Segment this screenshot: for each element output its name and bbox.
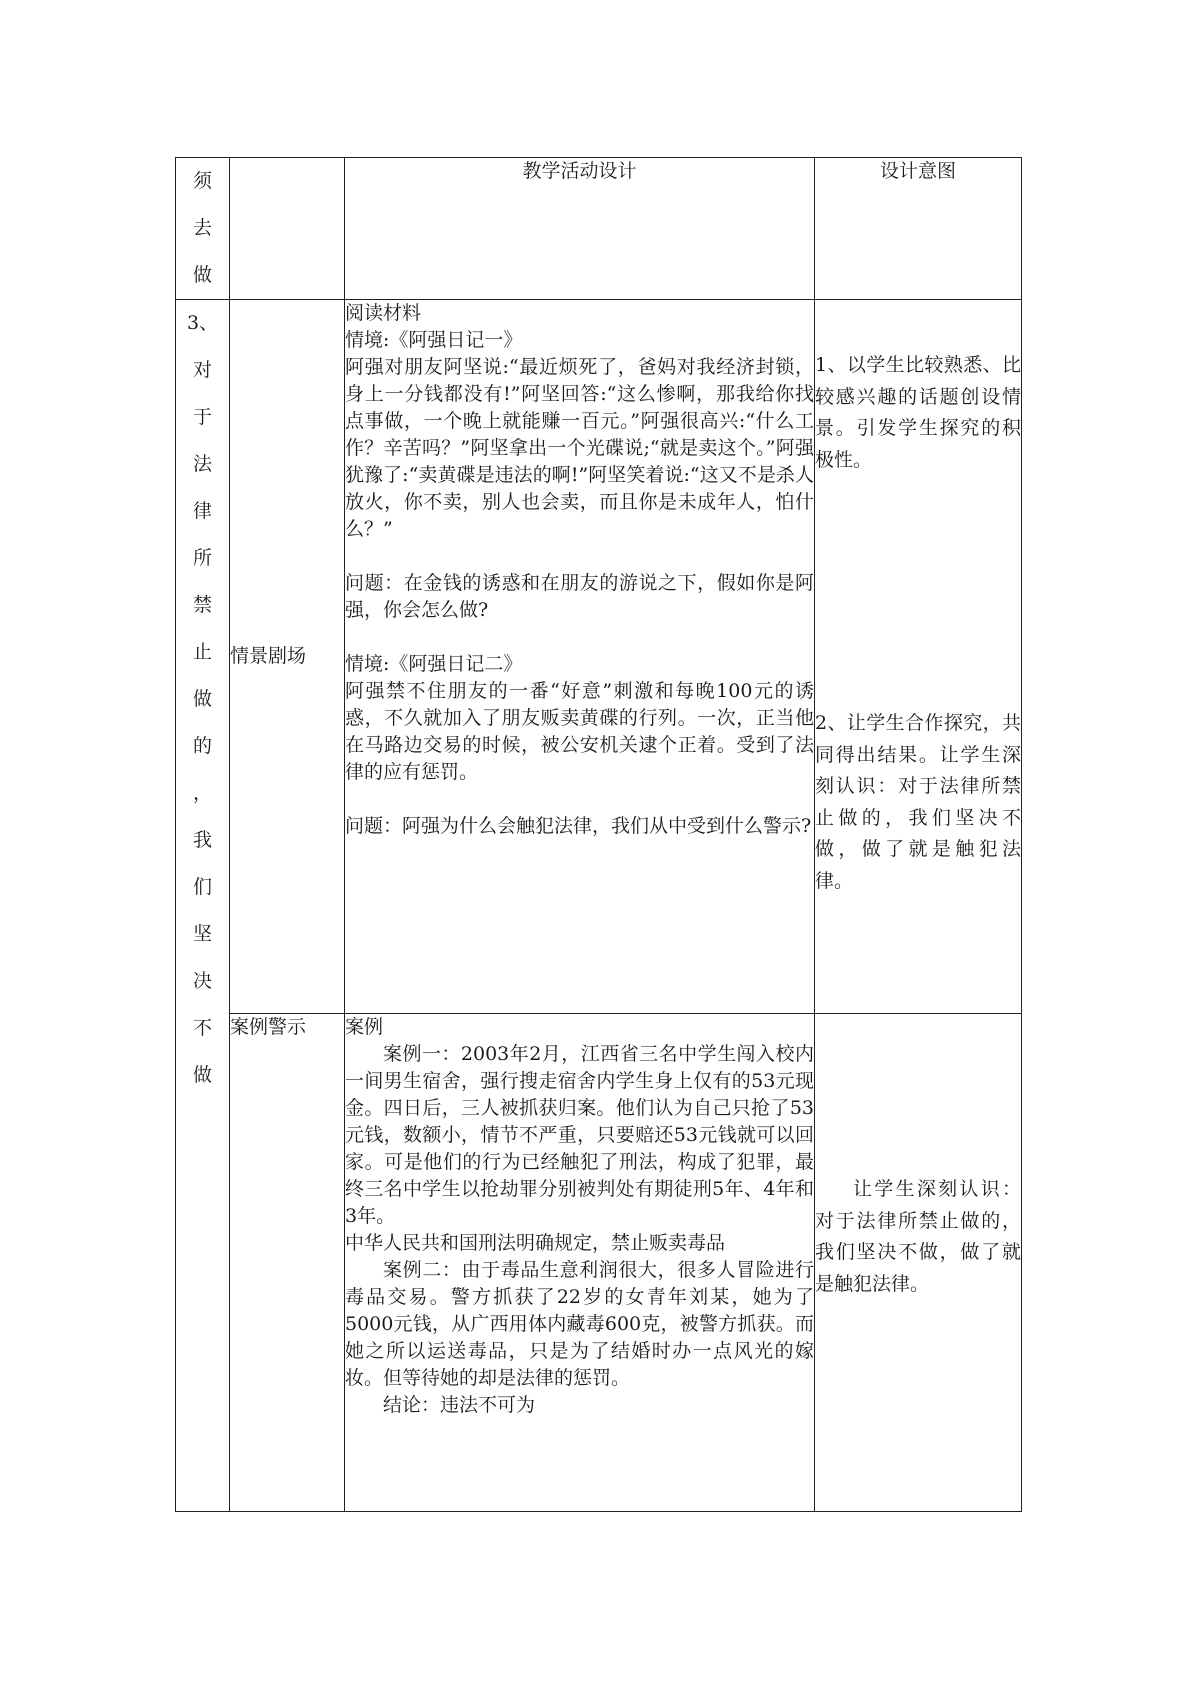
activity-paragraph: 案例二：由于毒品生意利润很大，很多人冒险进行毒品交易。警方抓获了22岁的女青年刘某，她为了5000元钱，从广西用体内藏毒600克，被警方抓获。而她之所以运送毒品，只是为了结婚时办一点风光的嫁妆。但等待她的却是法律的惩罚。 (345, 1259, 814, 1389)
left-topic-char: 于 (192, 406, 212, 428)
left-topic-char: 我 (192, 829, 212, 851)
left-topic-char: 止 (192, 641, 212, 663)
category-scenario: 情景剧场 (230, 300, 345, 1014)
header-row (176, 158, 1022, 300)
left-topic-char: 们 (192, 876, 212, 898)
left-topic-char: 不 (192, 1017, 212, 1039)
left-topic-char: 禁 (192, 594, 212, 616)
left-topic-char: 坚 (192, 923, 212, 945)
spacer (345, 543, 814, 570)
activity-paragraph: 阿强禁不住朋友的一番“好意”刺激和每晚100元的诱惑，不久就加入了朋友贩卖黄碟的行列。一次，正当他在马路边交易的时候，被公安机关逮个正着。受到了法律的应有惩罚。 (345, 680, 814, 783)
left-topic-char: 做 (192, 688, 212, 710)
empty-head-cell (230, 158, 345, 300)
intent-item: 2、让学生合作探究，共同得出结果。让学生深刻认识：对于法律所禁止做的，我们坚决不做，做了就是触犯法律。 (815, 712, 1021, 892)
left-topic-char: 对 (192, 359, 212, 381)
activity-line: 中华人民共和国刑法明确规定，禁止贩卖毒品 (345, 1232, 726, 1254)
left-topic-char: 所 (192, 547, 212, 569)
intent-header: 设计意图 (815, 158, 1022, 300)
lesson-plan-table (175, 157, 1022, 1512)
activity-case (345, 1014, 815, 1512)
left-topic-char: 律 (192, 500, 212, 522)
left-head-char: 做 (192, 264, 212, 286)
intent-item: 1、以学生比较熟悉、比较感兴趣的话题创设情景。引发学生探究的积极性。 (815, 354, 1021, 471)
left-topic-cell (176, 300, 230, 1512)
intent-item: 让学生深刻认识：对于法律所禁止做的，我们坚决不做，做了就是触犯法律。 (815, 1178, 1021, 1295)
left-head-cell (176, 158, 230, 300)
spacer (345, 786, 814, 813)
left-topic-char: 3、 (186, 312, 219, 334)
activity-paragraph: 案例一：2003年2月，江西省三名中学生闯入校内一间男生宿舍，强行搜走宿舍内学生身上仅有的53元现金。四日后，三人被抓获归案。他们认为自己只抢了53元钱，数额小，情节不严重，只要赔还53元钱就可以回家。可是他们的行为已经触犯了刑法，构成了犯罪，最终三名中学生以抢劫罪分别被判处有期徒刑5年、4年和3年。 (345, 1043, 814, 1227)
activity-scenario (345, 300, 815, 1014)
row-scenario (176, 300, 1022, 1014)
left-topic-char: 做 (192, 1064, 212, 1086)
category-case: 案例警示 (230, 1014, 345, 1512)
spacer (345, 624, 814, 651)
activity-header: 教学活动设计 (345, 158, 815, 300)
activity-question: 问题：阿强为什么会触犯法律，我们从中受到什么警示? (345, 815, 812, 837)
activity-line: 阅读材料 (345, 302, 422, 324)
left-topic-char: 决 (192, 970, 212, 992)
activity-line: 案例 (345, 1016, 384, 1038)
row-case (176, 1014, 1022, 1512)
left-head-char: 须 (192, 170, 212, 192)
left-topic-char: 的 (192, 735, 212, 757)
activity-question: 问题：在金钱的诱惑和在朋友的游说之下，假如你是阿强，你会怎么做? (345, 572, 814, 621)
activity-paragraph: 阿强对朋友阿坚说:“最近烦死了，爸妈对我经济封锁，身上一分钱都没有!”阿坚回答:“这么惨啊，那我给你找点事做，一个晚上就能赚一百元。”阿强很高兴:“什么工作？辛苦吗？”阿坚拿出一个光碟说;“就是卖这个。”阿强犹豫了:“卖黄碟是违法的啊!”阿坚笑着说:“这又不是杀人放火，你不卖，别人也会卖，而且你是未成年人，怕什么？” (345, 356, 814, 540)
intent-scenario (815, 300, 1022, 1014)
left-topic-char: ， (192, 782, 212, 804)
activity-line: 情境:《阿强日记二》 (345, 653, 523, 675)
activity-line: 情境:《阿强日记一》 (345, 329, 523, 351)
intent-case (815, 1014, 1022, 1512)
left-head-char: 去 (192, 217, 212, 239)
left-topic-char: 法 (192, 453, 212, 475)
activity-conclusion: 结论：违法不可为 (383, 1394, 536, 1416)
